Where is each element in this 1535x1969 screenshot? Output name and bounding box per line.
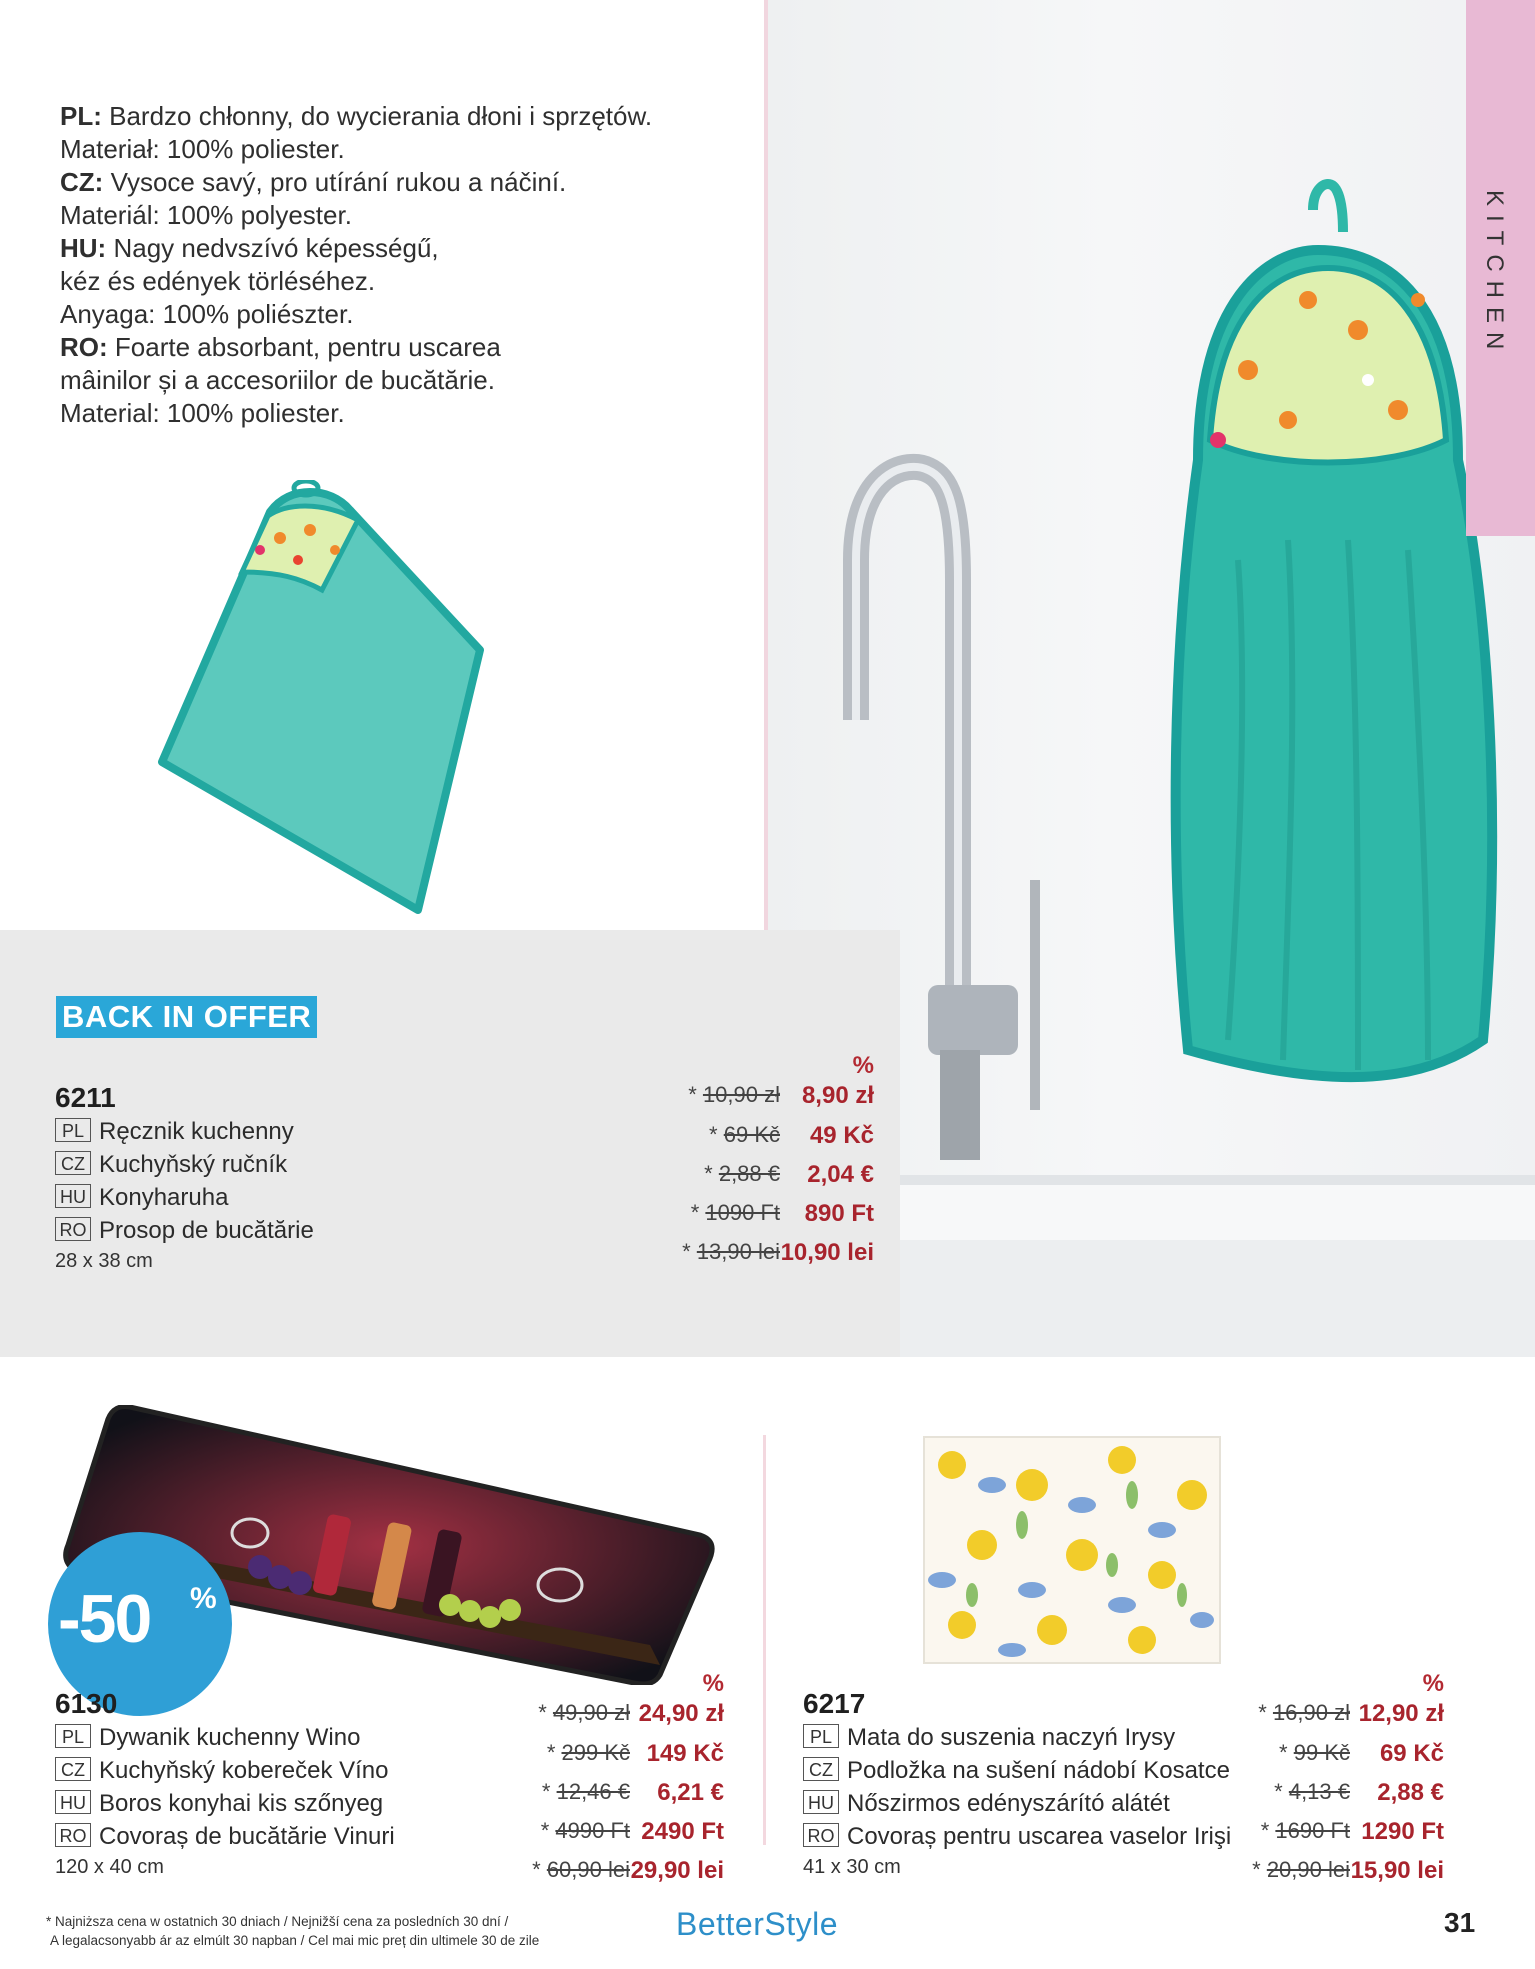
lang-tag: PL (55, 1724, 91, 1748)
new-price: 1290 Ft (1361, 1818, 1444, 1845)
old-price: * 299 Kč (546, 1740, 630, 1765)
new-price: 24,90 zł (638, 1700, 724, 1727)
new-price: 2,04 € (807, 1161, 874, 1188)
product-dimensions: 41 x 30 cm (803, 1856, 901, 1878)
lang-tag: HU (55, 1184, 91, 1208)
percent-sign: % (702, 1670, 724, 1697)
new-price: 49 Kč (809, 1122, 874, 1149)
old-price: * 2,88 € (704, 1161, 780, 1186)
desc-ro-1: RO: Foarte absorbant, pentru uscarea (60, 332, 501, 362)
old-price: * 13,90 lei (682, 1239, 780, 1264)
new-price: 29,90 lei (630, 1857, 724, 1884)
product-6217 (803, 1688, 1243, 1878)
product-name: Covoraș de bucătărie Vinuri (99, 1823, 395, 1850)
lang-tag: PL (55, 1118, 91, 1142)
kitchen-section-tab (1466, 0, 1535, 536)
footnote-line-1: * Najniższa cena w ostatnich 30 dniach / Nejnižší cena za posledních 30 dní / (46, 1914, 509, 1929)
lang-tag: CZ (55, 1757, 91, 1781)
product-code: 6217 (803, 1688, 866, 1719)
footnote (46, 1912, 566, 1950)
page-number: 31 (1444, 1907, 1476, 1938)
name-row-hu (803, 1790, 1170, 1820)
desc-cz-2: Materiál: 100% polyester. (60, 200, 352, 230)
product-name: Nőszirmos edényszárító alátét (847, 1790, 1170, 1817)
old-price: * 12,46 € (541, 1779, 630, 1804)
lang-tag: RO (55, 1217, 91, 1241)
old-price: * 16,90 zł (1258, 1700, 1350, 1725)
name-row-ro (803, 1823, 1231, 1853)
new-price: 10,90 lei (780, 1239, 874, 1266)
product-6211 (55, 1082, 435, 1272)
new-price: 8,90 zł (801, 1082, 874, 1109)
back-in-offer-badge: BACK IN OFFER (56, 996, 317, 1038)
new-price: 2,88 € (1377, 1779, 1444, 1806)
discount-percent: % (190, 1582, 217, 1615)
name-row-pl (55, 1118, 294, 1148)
lang-tag: CZ (55, 1151, 91, 1175)
product-code: 6130 (55, 1688, 118, 1719)
product-name: Konyharuha (99, 1184, 229, 1211)
name-row-hu (55, 1184, 228, 1214)
lang-tag: CZ (803, 1757, 839, 1781)
desc-hu-1: HU: Nagy nedvszívó képességű, (60, 233, 439, 263)
desc-ro-2: mâinilor și a accesoriilor de bucătărie. (60, 365, 495, 395)
product-description (60, 100, 760, 430)
product-name: Boros konyhai kis szőnyeg (99, 1790, 384, 1817)
new-price: 890 Ft (804, 1200, 874, 1227)
discount-value: -50 (58, 1581, 151, 1657)
old-price: * 4,13 € (1274, 1779, 1350, 1804)
footnote-line-2: A legalacsonyabb ár az elmúlt 30 napban / Cel mai mic preț din ultimele 30 de zile (50, 1933, 540, 1948)
old-price: * 99 Kč (1279, 1740, 1350, 1765)
section-tab-label: KITCHEN (1481, 190, 1508, 359)
product-name: Kuchyňský koberеček Víno (99, 1757, 389, 1784)
new-price: 6,21 € (657, 1779, 724, 1806)
lang-tag: HU (55, 1790, 91, 1814)
towel-product-image (150, 480, 530, 920)
lang-tag: PL (803, 1724, 839, 1748)
name-row-hu (55, 1790, 383, 1820)
product-dimensions: 28 x 38 cm (55, 1250, 153, 1272)
product-name: Ręcznik kuchenny (99, 1118, 294, 1145)
name-row-ro (55, 1217, 314, 1247)
old-price: * 1690 Ft (1260, 1818, 1350, 1843)
product-name: Prosop de bucătărie (99, 1217, 314, 1244)
lang-tag: RO (803, 1823, 839, 1847)
price-list-6211 (660, 1052, 880, 1272)
name-row-pl (803, 1724, 1175, 1754)
product-dimensions: 120 x 40 cm (55, 1856, 164, 1878)
column-divider (763, 1435, 766, 1845)
new-price: 15,90 lei (1350, 1857, 1444, 1884)
name-row-ro (55, 1823, 395, 1853)
old-price: * 10,90 zł (688, 1082, 780, 1107)
product-name: Mata do suszenia naczyń Irysy (847, 1724, 1176, 1751)
new-price: 149 Kč (646, 1740, 724, 1767)
desc-hu-2: kéz és edények törléséhez. (60, 266, 376, 296)
name-row-cz (55, 1151, 287, 1181)
desc-pl-1: PL: Bardzo chłonny, do wycierania dłoni i sprzętów. (60, 101, 653, 131)
old-price: * 49,90 zł (538, 1700, 630, 1725)
desc-cz-1: CZ: Vysoce savý, pro utírání rukou a náčiní. (60, 167, 567, 197)
desc-ro-3: Material: 100% poliester. (60, 398, 345, 428)
new-price: 12,90 zł (1358, 1700, 1444, 1727)
product-name: Dywanik kuchenny Wino (99, 1724, 361, 1751)
old-price: * 1090 Ft (690, 1200, 780, 1225)
drying-mat-product-image (922, 1435, 1222, 1665)
name-row-cz (55, 1757, 389, 1787)
old-price: * 69 Kč (709, 1122, 780, 1147)
name-row-pl (55, 1724, 360, 1754)
old-price: * 4990 Ft (540, 1818, 630, 1843)
lang-tag: RO (55, 1823, 91, 1847)
product-6130 (55, 1688, 455, 1878)
new-price: 69 Kč (1379, 1740, 1444, 1767)
price-list-6130 (510, 1670, 730, 1890)
old-price: * 60,90 lei (532, 1857, 630, 1882)
old-price: * 20,90 lei (1252, 1857, 1350, 1882)
percent-sign: % (852, 1052, 874, 1079)
product-name: Covoraș pentru uscarea vaselor Irişi (847, 1823, 1232, 1850)
new-price: 2490 Ft (641, 1818, 724, 1845)
price-list-6217 (1230, 1670, 1450, 1890)
product-name: Podložka na sušení nádobí Kosatce (847, 1757, 1230, 1784)
brand-logo: BetterStyle (676, 1906, 839, 1942)
name-row-cz (803, 1757, 1230, 1787)
product-code: 6211 (55, 1082, 116, 1113)
desc-pl-2: Materiał: 100% poliester. (60, 134, 345, 164)
percent-sign: % (1422, 1670, 1444, 1697)
lang-tag: HU (803, 1790, 839, 1814)
desc-hu-3: Anyaga: 100% poliészter. (60, 299, 354, 329)
product-name: Kuchyňský ručník (99, 1151, 288, 1178)
